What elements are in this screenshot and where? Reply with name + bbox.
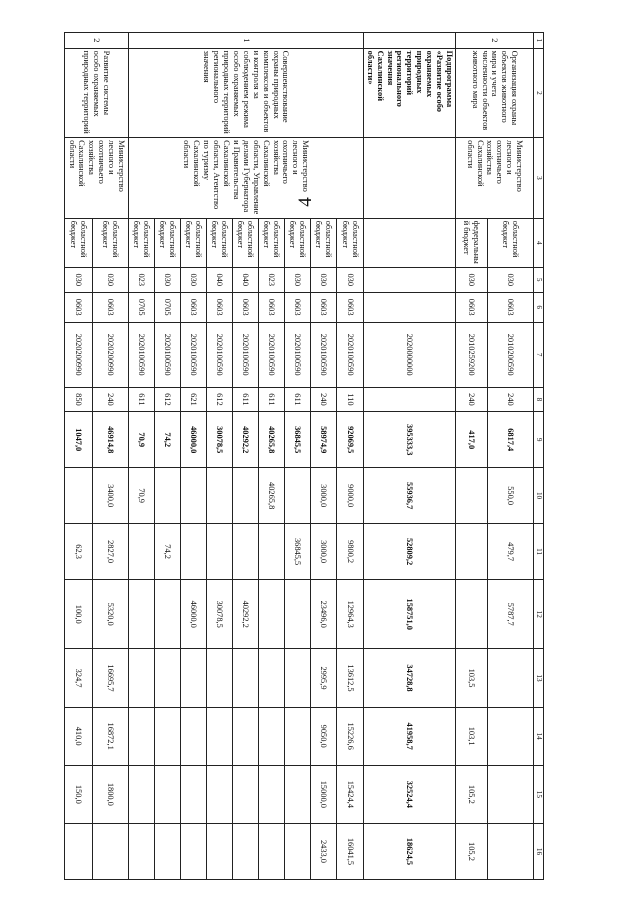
table-row (488, 33, 534, 880)
vr-code: 240 (92, 387, 128, 412)
year-value (232, 524, 258, 580)
csr-code: 2020100590 (180, 322, 206, 387)
executor: Министерство лесного и охотничьего хозяйства Сахалинской области, Управление делами Губернатора и Правительства Сахалинской области, Агентство по туризму Сахалинской области (128, 138, 363, 219)
event-name: Организация охраны объектов животного мира и учета численности объектов животного мира (456, 48, 534, 138)
year-value: 32524,4 (363, 765, 455, 823)
total-value: 46914,8 (92, 412, 128, 468)
rzpr-code: 0603 (206, 292, 232, 322)
grbs-code: 030 (92, 267, 128, 292)
vr-code: 611 (284, 387, 310, 412)
grbs-code: 030 (336, 267, 363, 292)
year-value: 410,0 (64, 707, 92, 765)
year-value (284, 765, 310, 823)
year-value: 150,0 (64, 765, 92, 823)
year-value: 103,5 (456, 649, 488, 707)
rzpr-code: 0603 (336, 292, 363, 322)
col-number: 10 (534, 468, 544, 524)
year-value (232, 765, 258, 823)
year-value (128, 580, 154, 649)
col-number: 5 (534, 267, 544, 292)
year-value: 324,7 (64, 649, 92, 707)
year-value (488, 823, 534, 879)
year-value: 5320,0 (92, 580, 128, 649)
year-value: 46000,0 (180, 580, 206, 649)
year-value: 550,0 (488, 468, 534, 524)
budget-source: федеральный бюджет (456, 218, 488, 267)
vr-code: 612 (154, 387, 180, 412)
year-value: 13612,5 (336, 649, 363, 707)
total-value: 46000,0 (180, 412, 206, 468)
budget-source: областной бюджет (154, 218, 180, 267)
budget-source: областной бюджет (258, 218, 284, 267)
csr-code: 2020100590 (336, 322, 363, 387)
vr-code: 621 (180, 387, 206, 412)
year-value (206, 823, 232, 879)
vr-code: 850 (64, 387, 92, 412)
year-value (232, 649, 258, 707)
rzpr-code: 0603 (488, 292, 534, 322)
year-value (180, 524, 206, 580)
year-value (488, 707, 534, 765)
budget-source: областной бюджет (206, 218, 232, 267)
event-number: 2 (64, 33, 128, 49)
total-value: 92069,5 (336, 412, 363, 468)
csr-code: 2020200990 (92, 322, 128, 387)
budget-source: областной бюджет (92, 218, 128, 267)
year-value: 100,0 (64, 580, 92, 649)
year-value: 40265,8 (258, 468, 284, 524)
year-value (488, 765, 534, 823)
vr-code: 240 (456, 387, 488, 412)
year-value (180, 823, 206, 879)
grbs-code: 040 (206, 267, 232, 292)
csr-code: 2010259200 (456, 322, 488, 387)
year-value: 34728,8 (363, 649, 455, 707)
year-value: 15226,6 (336, 707, 363, 765)
year-value (180, 649, 206, 707)
rzpr-code: 0603 (310, 292, 336, 322)
year-value (64, 823, 92, 879)
empty-cell (363, 218, 455, 267)
event-number: 1 (128, 33, 363, 49)
budget-source: областной бюджет (488, 218, 534, 267)
year-value (206, 468, 232, 524)
col-number: 11 (534, 524, 544, 580)
year-value: 16695,7 (92, 649, 128, 707)
col-number: 3 (534, 138, 544, 219)
vr-code: 240 (488, 387, 534, 412)
budget-source: областной бюджет (284, 218, 310, 267)
year-value: 3000,0 (310, 468, 336, 524)
executor: Министерство лесного и охотничьего хозяйства Сахалинской области (64, 138, 128, 219)
event-name: Развитие системы особо охраняемых природных территорий (64, 48, 128, 138)
year-value: 5787,7 (488, 580, 534, 649)
year-value: 55936,7 (363, 468, 455, 524)
year-value: 40292,2 (232, 580, 258, 649)
year-value (154, 468, 180, 524)
csr-code: 2020100590 (284, 322, 310, 387)
year-value: 15424,4 (336, 765, 363, 823)
year-value (128, 707, 154, 765)
year-value: 52809,2 (363, 524, 455, 580)
empty-cell (363, 267, 455, 292)
year-value (488, 649, 534, 707)
year-value (456, 468, 488, 524)
csr-code: 2020100590 (206, 322, 232, 387)
year-value (154, 765, 180, 823)
grbs-code: 030 (154, 267, 180, 292)
vr-code: 612 (206, 387, 232, 412)
empty-cell (363, 292, 455, 322)
vr-code: 240 (310, 387, 336, 412)
year-value (258, 765, 284, 823)
rzpr-code: 0603 (180, 292, 206, 322)
col-number: 16 (534, 823, 544, 879)
year-value (128, 765, 154, 823)
total-value: 417,0 (456, 412, 488, 468)
grbs-code: 023 (258, 267, 284, 292)
year-value: 158751,0 (363, 580, 455, 649)
col-number: 9 (534, 412, 544, 468)
csr-code: 2020100590 (232, 322, 258, 387)
rzpr-code: 0603 (456, 292, 488, 322)
year-value (258, 707, 284, 765)
grbs-code: 030 (180, 267, 206, 292)
year-value (258, 580, 284, 649)
year-value: 1800,0 (92, 765, 128, 823)
year-value: 9000,0 (336, 468, 363, 524)
csr-code: 2020000000 (363, 322, 455, 387)
col-number: 13 (534, 649, 544, 707)
year-value (206, 765, 232, 823)
year-value: 3400,0 (92, 468, 128, 524)
grbs-code: 030 (310, 267, 336, 292)
year-value: 103,1 (456, 707, 488, 765)
year-value (92, 823, 128, 879)
total-value: 395333,3 (363, 412, 455, 468)
column-number-row (534, 33, 544, 880)
empty-cell (363, 33, 455, 49)
event-name: Совершенствование охраны природных комплексов и объектов и контроля за соблюдением режима особо охраняемых природных территорий регионального значения (128, 48, 363, 138)
year-value (154, 649, 180, 707)
year-value: 36845,5 (284, 524, 310, 580)
vr-code: 611 (258, 387, 284, 412)
year-value (128, 649, 154, 707)
year-value: 9800,2 (336, 524, 363, 580)
year-value: 41958,7 (363, 707, 455, 765)
grbs-code: 023 (128, 267, 154, 292)
year-value: 23496,0 (310, 580, 336, 649)
grbs-code: 040 (232, 267, 258, 292)
total-value: 58974,9 (310, 412, 336, 468)
year-value: 105,2 (456, 823, 488, 879)
year-value: 30078,5 (206, 580, 232, 649)
year-value (128, 823, 154, 879)
year-value (456, 580, 488, 649)
rzpr-code: 0603 (284, 292, 310, 322)
empty-cell (363, 387, 455, 412)
subprogram-row (363, 33, 455, 880)
year-value (284, 823, 310, 879)
rzpr-code: 0705 (154, 292, 180, 322)
year-value (180, 765, 206, 823)
table-row (336, 33, 363, 880)
year-value (64, 468, 92, 524)
year-value: 18624,5 (363, 823, 455, 879)
total-value: 1047,0 (64, 412, 92, 468)
budget-table (64, 32, 544, 880)
budget-source: областной бюджет (336, 218, 363, 267)
rzpr-code: 0603 (92, 292, 128, 322)
total-value: 74,2 (154, 412, 180, 468)
total-value: 36845,5 (284, 412, 310, 468)
csr-code: 2020100590 (310, 322, 336, 387)
col-number: 6 (534, 292, 544, 322)
year-value: 15000,0 (310, 765, 336, 823)
empty-cell (363, 138, 455, 219)
grbs-code: 030 (284, 267, 310, 292)
vr-code: 611 (232, 387, 258, 412)
csr-code: 2020100590 (154, 322, 180, 387)
page-number-text: 4 (295, 197, 316, 207)
year-value (128, 524, 154, 580)
year-value: 2827,0 (92, 524, 128, 580)
year-value (154, 707, 180, 765)
year-value: 12964,3 (336, 580, 363, 649)
vr-code: 611 (128, 387, 154, 412)
csr-code: 2020200990 (64, 322, 92, 387)
year-value: 9050,0 (310, 707, 336, 765)
year-value (154, 580, 180, 649)
col-number: 1 (534, 33, 544, 49)
year-value (232, 707, 258, 765)
year-value (284, 468, 310, 524)
csr-code: 2010200590 (488, 322, 534, 387)
year-value (258, 649, 284, 707)
year-value: 70,9 (128, 468, 154, 524)
year-value: 16041,5 (336, 823, 363, 879)
col-number: 4 (534, 218, 544, 267)
year-value (232, 823, 258, 879)
table-row (92, 33, 128, 880)
budget-source: областной бюджет (310, 218, 336, 267)
year-value (258, 524, 284, 580)
col-number: 15 (534, 765, 544, 823)
year-value: 105,2 (456, 765, 488, 823)
budget-table-rotated (67, 32, 544, 880)
budget-source: областной бюджет (180, 218, 206, 267)
total-value: 6817,4 (488, 412, 534, 468)
col-number: 7 (534, 322, 544, 387)
year-value: 62,3 (64, 524, 92, 580)
grbs-code: 030 (64, 267, 92, 292)
col-number: 14 (534, 707, 544, 765)
year-value (154, 823, 180, 879)
rzpr-code: 0603 (258, 292, 284, 322)
subprogram-name: Подпрограмма «Развитие особо охраняемых природных территорий регионального значения Сахалинской области» (363, 48, 455, 138)
total-value: 40292,2 (232, 412, 258, 468)
year-value (180, 468, 206, 524)
year-value: 2995,9 (310, 649, 336, 707)
year-value: 16872,1 (92, 707, 128, 765)
year-value (284, 580, 310, 649)
total-value: 40265,8 (258, 412, 284, 468)
year-value (232, 468, 258, 524)
csr-code: 2020100590 (128, 322, 154, 387)
year-value (206, 707, 232, 765)
year-value (284, 707, 310, 765)
vr-code: 110 (336, 387, 363, 412)
executor: Министерство лесного и охотничьего хозяйства Сахалинской области (456, 138, 534, 219)
total-value: 30078,5 (206, 412, 232, 468)
budget-source: областной бюджет (64, 218, 92, 267)
year-value (284, 649, 310, 707)
col-number: 2 (534, 48, 544, 138)
year-value: 3000,0 (310, 524, 336, 580)
grbs-code: 030 (456, 267, 488, 292)
rzpr-code: 0603 (232, 292, 258, 322)
year-value (206, 649, 232, 707)
col-number: 12 (534, 580, 544, 649)
rzpr-code: 0705 (128, 292, 154, 322)
budget-source: областной бюджет (128, 218, 154, 267)
rzpr-code: 0603 (64, 292, 92, 322)
event-number: 2 (456, 33, 534, 49)
year-value (180, 707, 206, 765)
year-value: 2433,0 (310, 823, 336, 879)
csr-code: 2020100590 (258, 322, 284, 387)
total-value: 70,9 (128, 412, 154, 468)
budget-source: областной бюджет (232, 218, 258, 267)
year-value (258, 823, 284, 879)
col-number: 8 (534, 387, 544, 412)
year-value: 479,7 (488, 524, 534, 580)
year-value: 74,2 (154, 524, 180, 580)
year-value (456, 524, 488, 580)
grbs-code: 030 (488, 267, 534, 292)
year-value (206, 524, 232, 580)
